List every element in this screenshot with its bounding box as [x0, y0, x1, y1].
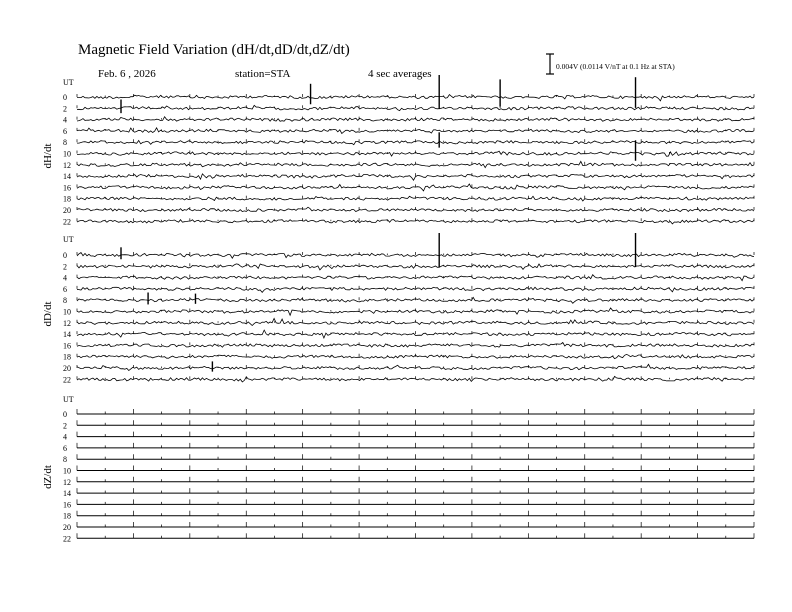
- panel-ut-label: UT: [63, 395, 74, 404]
- row-label: 18: [63, 352, 71, 362]
- row-label: 20: [63, 206, 71, 215]
- row-label: 14: [63, 489, 71, 499]
- row-label: 4: [63, 273, 67, 283]
- row-label: 10: [63, 466, 71, 476]
- row-labels: [63, 93, 71, 226]
- row-label: 6: [63, 443, 67, 453]
- panel-ylabel: dZ/dt: [42, 465, 54, 489]
- dz-dt-panel: [42, 395, 754, 543]
- dd-dt-panel: [42, 233, 754, 384]
- row-label: 8: [63, 455, 67, 465]
- row-label: 10: [63, 149, 71, 159]
- row-label: 20: [63, 523, 71, 532]
- traces: [77, 75, 754, 224]
- panel-ylabel: dH/dt: [42, 143, 54, 169]
- chart-date: Feb. 6 , 2026: [98, 68, 156, 80]
- row-label: 16: [63, 500, 71, 510]
- row-label: 2: [63, 262, 67, 272]
- row-label: 16: [63, 183, 71, 193]
- row-label: 2: [63, 104, 67, 114]
- row-label: 12: [63, 160, 71, 170]
- row-label: 22: [63, 217, 71, 227]
- chart-station: station=STA: [235, 68, 291, 80]
- row-label: 12: [63, 318, 71, 328]
- row-label: 16: [63, 341, 71, 351]
- row-label: 0: [63, 410, 67, 419]
- row-labels: [63, 251, 71, 384]
- row-label: 18: [63, 511, 71, 521]
- row-label: 14: [63, 330, 71, 340]
- row-label: 6: [63, 126, 67, 136]
- row-label: 6: [63, 284, 67, 294]
- row-label: 2: [63, 421, 67, 431]
- row-labels: [63, 410, 71, 543]
- row-label: 0: [63, 93, 67, 102]
- row-label: 14: [63, 172, 71, 182]
- row-label: 8: [63, 138, 67, 148]
- row-label: 18: [63, 194, 71, 204]
- row-label: 12: [63, 477, 71, 487]
- scale-label: 0.004V (0.0114 V/nT at 0.1 Hz at STA): [556, 62, 675, 71]
- row-label: 22: [63, 375, 71, 385]
- traces: [77, 409, 754, 538]
- scale-bar: [546, 54, 554, 74]
- dh-dt-panel: [42, 75, 754, 226]
- panel-ut-label: UT: [63, 78, 74, 87]
- row-label: 8: [63, 296, 67, 306]
- row-label: 0: [63, 251, 67, 260]
- row-label: 22: [63, 534, 71, 544]
- panel-ylabel: dD/dt: [42, 301, 54, 327]
- row-label: 10: [63, 307, 71, 317]
- chart-averaging: 4 sec averages: [368, 68, 432, 80]
- row-label: 4: [63, 115, 67, 125]
- row-label: 4: [63, 432, 67, 442]
- panel-ut-label: UT: [63, 235, 74, 244]
- row-label: 20: [63, 364, 71, 373]
- chart-title: Magnetic Field Variation (dH/dt,dD/dt,dZ/dt): [78, 42, 350, 58]
- traces: [77, 233, 754, 382]
